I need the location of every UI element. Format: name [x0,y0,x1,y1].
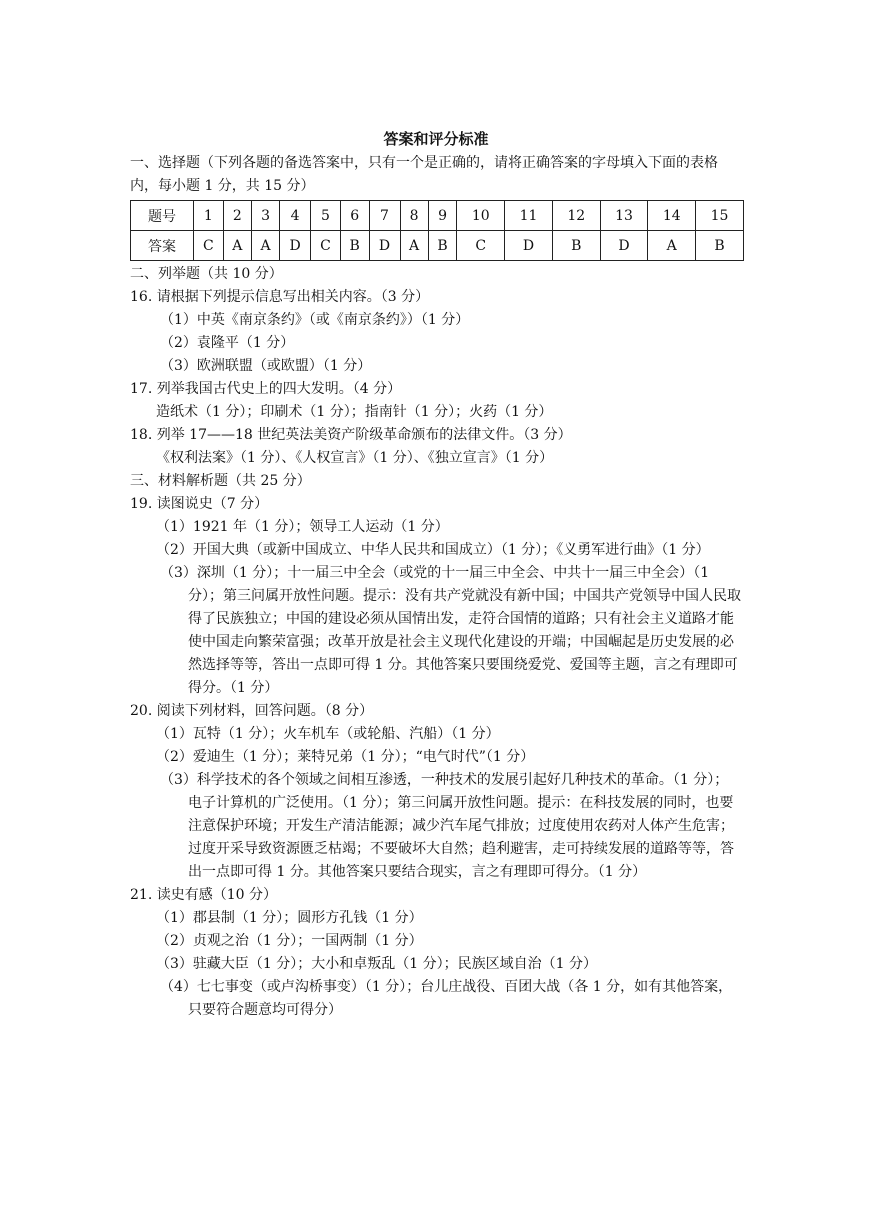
q20-answer-2: （2）爱迪生（1 分）；莱特兄弟（1 分）；“电气时代”（1 分） [156,749,535,765]
q18-stem: 18. 列举 17——18 世纪英法美资产阶级革命颁布的法律文件。（3 分） [130,427,572,443]
q16-stem: 16. 请根据下列提示信息写出相关内容。（3 分） [130,289,430,305]
table-cell-number: 4 [280,201,311,231]
table-cell-number: 2 [223,201,251,231]
table-cell-number: 1 [194,201,224,231]
section2-heading: 二、列举题（共 10 分） [130,266,283,282]
table-cell-answer: C [311,231,341,261]
table-cell-answer: D [600,231,648,261]
q19-stem: 19. 读图说史（7 分） [130,496,269,512]
q21-answer-3: （3）驻藏大臣（1 分）；大小和卓叛乱（1 分）；民族区域自治（1 分） [156,956,597,972]
table-cell-number: 3 [251,201,279,231]
q21-answer-1: （1）郡县制（1 分）；圆形方孔钱（1 分） [156,910,423,926]
q17-stem: 17. 列举我国古代史上的四大发明。（4 分） [130,381,402,397]
table-cell-answer: A [251,231,279,261]
table-cell-answer: D [369,231,400,261]
table-cell-answer: A [400,231,428,261]
table-row-answers [131,231,744,261]
q18-answer: 《权利法案》（1 分）、《人权宣言》（1 分）、《独立宣言》（1 分） [156,450,554,466]
table-cell-number: 5 [311,201,341,231]
table-cell-answer: A [648,231,696,261]
table-header-number: 题号 [131,201,194,231]
document-body [130,126,742,1022]
q17-answer: 造纸术（1 分）；印刷术（1 分）；指南针（1 分）；火药（1 分） [156,404,553,420]
q16-answer-1: （1）中英《南京条约》（或《南京条约》）（1 分） [160,312,470,328]
section3-heading: 三、材料解析题（共 25 分） [130,473,311,489]
table-cell-answer: B [696,231,744,261]
q19-answer-2: （2）开国大典（或新中国成立、中华人民共和国成立）（1 分）；《义勇军进行曲》（1 分） [156,542,710,558]
table-cell-number: 11 [505,201,553,231]
q19-answer-3: （3）深圳（1 分）；十一届三中全会（或党的十一届三中全会、中共十一届三中全会）（1 分）；第三问属开放性问题。提示：没有共产党就没有新中国；中国共产党领导中国人民取得了民族独立；中国的建设必须从国情出发，走符合国情的道路；只有社会主义道路才能使中国走向繁荣富强；改革开放是社会主义现代化建设的开端；中国崛起是历史发展的必然选择等等，答出一点即可得 1 分。其他答案只要围绕爱党、爱国等主题，言之有理即可得分。（1 分） [160,565,741,696]
q21-answer-4: （4）七七事变（或卢沟桥事变）（1 分）；台儿庄战役、百团大战（各 1 分，如有其他答案，只要符合题意均可得分） [160,979,733,1018]
answer-table [130,200,744,261]
table-cell-number: 8 [400,201,428,231]
table-row-numbers [131,201,744,231]
table-cell-answer: B [428,231,457,261]
table-cell-number: 13 [600,201,648,231]
table-cell-number: 7 [369,201,400,231]
table-cell-answer: D [280,231,311,261]
q16-answer-2: （2）袁隆平（1 分） [160,335,295,351]
q20-stem: 20. 阅读下列材料，回答问题。（8 分） [130,703,374,719]
table-cell-number: 6 [340,201,369,231]
q21-stem: 21. 读史有感（10 分） [130,887,277,903]
table-cell-number: 10 [457,201,505,231]
table-header-answer: 答案 [131,231,194,261]
table-cell-answer: C [457,231,505,261]
table-cell-number: 9 [428,201,457,231]
q19-answer-1: （1）1921 年（1 分）；领导工人运动（1 分） [156,519,449,535]
q21-answer-2: （2）贞观之治（1 分）；一国两制（1 分） [156,933,423,949]
table-cell-answer: B [340,231,369,261]
q20-answer-1: （1）瓦特（1 分）；火车机车（或轮船、汽船）（1 分） [156,726,500,742]
section1-heading: 一、选择题（下列各题的备选答案中，只有一个是正确的，请将正确答案的字母填入下面的表格内，每小题 1 分，共 15 分） [130,155,718,194]
page-title: 答案和评分标准 [383,130,489,148]
table-cell-answer: C [194,231,224,261]
table-cell-answer: A [223,231,251,261]
table-cell-number: 14 [648,201,696,231]
table-cell-answer: B [552,231,600,261]
q16-answer-3: （3）欧洲联盟（或欧盟）（1 分） [160,358,372,374]
table-cell-number: 15 [696,201,744,231]
table-cell-answer: D [505,231,553,261]
table-cell-number: 12 [552,201,600,231]
q20-answer-3: （3）科学技术的各个领域之间相互渗透，一种技术的发展引起好几种技术的革命。（1 分）；电子计算机的广泛使用。（1 分）；第三问属开放性问题。提示：在科技发展的同时，也要注意保护环境；开发生产清洁能源；减少汽车尾气排放；过度使用农药对人体产生危害；过度开采导致资源匮乏枯竭；不要破坏大自然；趋利避害，走可持续发展的道路等等，答出一点即可得 1 分。其他答案只要结合现实，言之有理即可得分。（1 分） [160,772,734,880]
